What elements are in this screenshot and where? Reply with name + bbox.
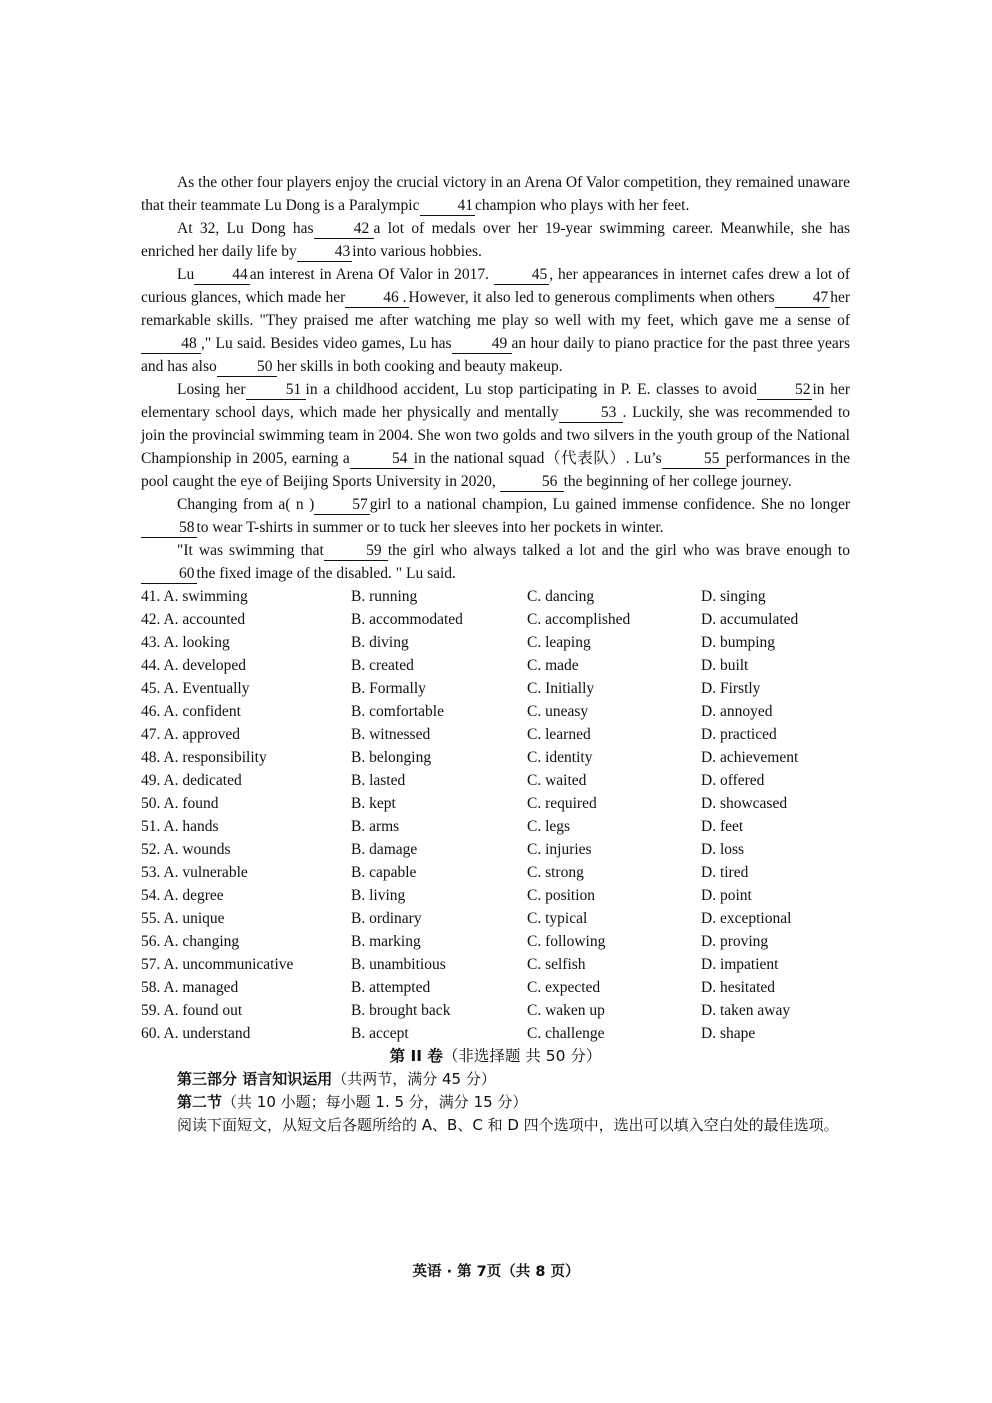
blank-45: 45 <box>494 266 550 285</box>
option-c: C. accomplished <box>527 611 631 628</box>
option-d: D. exceptional <box>701 910 792 927</box>
option-b: B. belonging <box>351 749 432 766</box>
blank-48: 48 <box>141 335 201 354</box>
option-b: B. living <box>351 887 406 904</box>
option-a: 44. A. developed <box>141 657 247 674</box>
subsection-heading-note: （共 10 小题；每小题 1. 5 分，满分 15 分） <box>222 1093 528 1111</box>
option-a: 57. A. uncommunicative <box>141 956 294 973</box>
text: girl to a national champion, Lu gained immense confidence. She no longer <box>369 496 851 513</box>
blank-43: 43 <box>297 243 353 262</box>
blank-59: 59 <box>324 542 388 561</box>
option-row <box>141 608 850 631</box>
text: the fixed image of the disabled. " Lu said. <box>196 565 456 582</box>
blank-55: 55 <box>662 450 726 469</box>
option-row <box>141 723 850 746</box>
text: As the other four players enjoy the crucial victory in an Arena Of Valor competition, they remained unaware that their teammate Lu Dong is a Paralympic <box>141 174 850 214</box>
option-row <box>141 654 850 677</box>
text: her remarkable skills. "They praised me after watching me play so well with my feet, which gave me a sense of <box>141 289 851 329</box>
option-d: D. hesitated <box>701 979 776 996</box>
text: Lu <box>177 266 195 283</box>
text: the beginning of her college journey. <box>563 473 792 490</box>
option-b: B. kept <box>351 795 396 812</box>
option-row <box>141 907 850 930</box>
option-row <box>141 746 850 769</box>
option-a: 48. A. responsibility <box>141 749 267 766</box>
option-a: 53. A. vulnerable <box>141 864 248 881</box>
option-c: C. challenge <box>527 1025 605 1042</box>
volume-title <box>141 1045 850 1068</box>
blank-42: 42 <box>314 220 374 239</box>
option-a: 54. A. degree <box>141 887 224 904</box>
blank-57: 57 <box>314 496 370 515</box>
option-a: 55. A. unique <box>141 910 225 927</box>
option-d: D. impatient <box>701 956 779 973</box>
option-c: C. following <box>527 933 606 950</box>
text: her skills in both cooking and beauty makeup. <box>276 358 563 375</box>
option-b: B. created <box>351 657 414 674</box>
option-c: C. strong <box>527 864 584 881</box>
volume-title-main: 第 II 卷 <box>389 1047 443 1065</box>
option-b: B. unambitious <box>351 956 446 973</box>
option-a: 56. A. changing <box>141 933 240 950</box>
passage-paragraph-3 <box>141 263 850 378</box>
option-b: B. witnessed <box>351 726 431 743</box>
option-row <box>141 953 850 976</box>
part-heading-note: （共两节，满分 45 分） <box>332 1070 496 1088</box>
text: to wear T-shirts in summer or to tuck her sleeves into her pockets in winter. <box>196 519 664 536</box>
option-row <box>141 631 850 654</box>
passage-paragraph-1 <box>141 171 850 217</box>
option-row <box>141 815 850 838</box>
option-d: D. proving <box>701 933 769 950</box>
blank-46: 46 . <box>345 289 408 308</box>
exam-page <box>141 171 850 1137</box>
text: an interest in Arena Of Valor in 2017. <box>249 266 490 283</box>
option-b: B. diving <box>351 634 409 651</box>
blank-53: 53 <box>559 404 623 423</box>
option-c: C. waken up <box>527 1002 605 1019</box>
option-row <box>141 999 850 1022</box>
option-a: 59. A. found out <box>141 1002 243 1019</box>
option-d: D. offered <box>701 772 765 789</box>
text: However, it also led to generous compliments when others <box>408 289 775 306</box>
option-b: B. arms <box>351 818 400 835</box>
option-d: D. taken away <box>701 1002 791 1019</box>
option-c: C. Initially <box>527 680 595 697</box>
text: , her appearances in internet cafes drew a lot of curious glances, which made her <box>141 266 850 306</box>
text: "It was swimming that <box>177 542 324 559</box>
blank-51: 51 <box>246 381 306 400</box>
text: an hour daily to piano practice for the past three years and has also <box>141 335 850 375</box>
blank-44: 44 <box>194 266 250 285</box>
passage-paragraph-2 <box>141 217 850 263</box>
option-b: B. lasted <box>351 772 406 789</box>
text: in her elementary school days, which made her physically and mentally <box>141 381 850 421</box>
option-c: C. injuries <box>527 841 592 858</box>
volume-title-note: （非选择题 共 50 分） <box>442 1047 602 1065</box>
option-b: B. accept <box>351 1025 409 1042</box>
option-b: B. Formally <box>351 680 426 697</box>
option-a: 58. A. managed <box>141 979 239 996</box>
option-d: D. tired <box>701 864 749 881</box>
blank-41: 41 <box>420 197 476 216</box>
option-c: C. learned <box>527 726 591 743</box>
option-d: D. showcased <box>701 795 788 812</box>
text: ," Lu said. Besides video games, Lu has <box>201 335 452 352</box>
option-d: D. bumping <box>701 634 776 651</box>
text: in a childhood accident, Lu stop participating in P. E. classes to avoid <box>305 381 757 398</box>
option-c: C. expected <box>527 979 601 996</box>
option-row <box>141 930 850 953</box>
option-b: B. running <box>351 588 418 605</box>
option-d: D. feet <box>701 818 744 835</box>
blank-54: 54 <box>350 450 414 469</box>
option-row <box>141 861 850 884</box>
option-b: B. comfortable <box>351 703 444 720</box>
option-d: D. practiced <box>701 726 777 743</box>
page-footer: 英语 · 第 7页（共 8 页） <box>412 1264 580 1280</box>
option-a: 43. A. looking <box>141 634 230 651</box>
option-b: B. ordinary <box>351 910 422 927</box>
passage-paragraph-5 <box>141 493 850 539</box>
option-a: 51. A. hands <box>141 818 219 835</box>
option-a: 49. A. dedicated <box>141 772 242 789</box>
option-c: C. made <box>527 657 579 674</box>
subsection-heading <box>141 1091 850 1114</box>
instruction-text: 阅读下面短文，从短文后各题所给的 A、B、C 和 D 四个选项中，选出可以填入空白处的最佳选项。 <box>177 1116 839 1134</box>
blank-47: 47 <box>775 289 831 308</box>
option-d: D. built <box>701 657 749 674</box>
option-a: 45. A. Eventually <box>141 680 250 697</box>
option-c: C. typical <box>527 910 588 927</box>
blank-58: 58 <box>141 519 197 538</box>
option-row <box>141 585 850 608</box>
option-c: C. uneasy <box>527 703 589 720</box>
text: . Luckily, she was recommended to join the provincial swimming team in 2004. She won two golds and two silvers in the youth group of the National Championship in 2005, earning a <box>141 404 850 467</box>
option-b: B. damage <box>351 841 418 858</box>
text: champion who plays with her feet. <box>475 197 690 214</box>
blank-60: 60 <box>141 565 197 584</box>
text: Changing from a( n ) <box>177 496 315 513</box>
blank-50: 50 <box>217 358 277 377</box>
text: At 32, Lu Dong has <box>177 220 314 237</box>
option-a: 47. A. approved <box>141 726 241 743</box>
option-c: C. identity <box>527 749 593 766</box>
text: the girl who always talked a lot and the girl who was brave enough to <box>387 542 850 559</box>
blank-52: 52 <box>757 381 813 400</box>
option-c: C. legs <box>527 818 571 835</box>
option-row <box>141 792 850 815</box>
option-b: B. marking <box>351 933 421 950</box>
option-b: B. capable <box>351 864 417 881</box>
option-d: D. singing <box>701 588 766 605</box>
text: in the national squad（代表队）. Lu’s <box>413 450 662 467</box>
option-b: B. accommodated <box>351 611 463 628</box>
option-d: D. accumulated <box>701 611 799 628</box>
option-d: D. Firstly <box>701 680 761 697</box>
option-a: 46. A. confident <box>141 703 241 720</box>
option-a: 60. A. understand <box>141 1025 251 1042</box>
text: into various hobbies. <box>352 243 482 260</box>
option-c: C. selfish <box>527 956 586 973</box>
option-c: C. required <box>527 795 597 812</box>
option-c: C. leaping <box>527 634 591 651</box>
option-b: B. brought back <box>351 1002 451 1019</box>
option-d: D. point <box>701 887 752 904</box>
option-a: 50. A. found <box>141 795 219 812</box>
passage-paragraph-4 <box>141 378 850 493</box>
option-row <box>141 884 850 907</box>
options-list <box>141 585 850 1045</box>
option-row <box>141 1022 850 1045</box>
passage-paragraph-6 <box>141 539 850 585</box>
option-a: 52. A. wounds <box>141 841 231 858</box>
option-a: 41. A. swimming <box>141 588 248 605</box>
subsection-heading-main: 第二节 <box>177 1093 223 1111</box>
option-b: B. attempted <box>351 979 431 996</box>
option-row <box>141 769 850 792</box>
option-row <box>141 677 850 700</box>
text: Losing her <box>177 381 246 398</box>
option-row <box>141 976 850 999</box>
option-row <box>141 838 850 861</box>
option-d: D. loss <box>701 841 745 858</box>
option-d: D. annoyed <box>701 703 773 720</box>
text: a lot of medals over her 19-year swimming career. Meanwhile, she has enriched her daily life by <box>141 220 851 260</box>
part-heading <box>141 1068 850 1091</box>
option-c: C. position <box>527 887 596 904</box>
option-d: D. achievement <box>701 749 799 766</box>
text: performances in the pool caught the eye of Beijing Sports University in 2020, <box>141 450 850 490</box>
blank-49: 49 <box>452 335 512 354</box>
option-c: C. waited <box>527 772 587 789</box>
option-row <box>141 700 850 723</box>
part-heading-main: 第三部分 语言知识运用 <box>177 1070 333 1088</box>
option-d: D. shape <box>701 1025 756 1042</box>
option-c: C. dancing <box>527 588 595 605</box>
option-a: 42. A. accounted <box>141 611 246 628</box>
blank-56: 56 <box>500 473 564 492</box>
